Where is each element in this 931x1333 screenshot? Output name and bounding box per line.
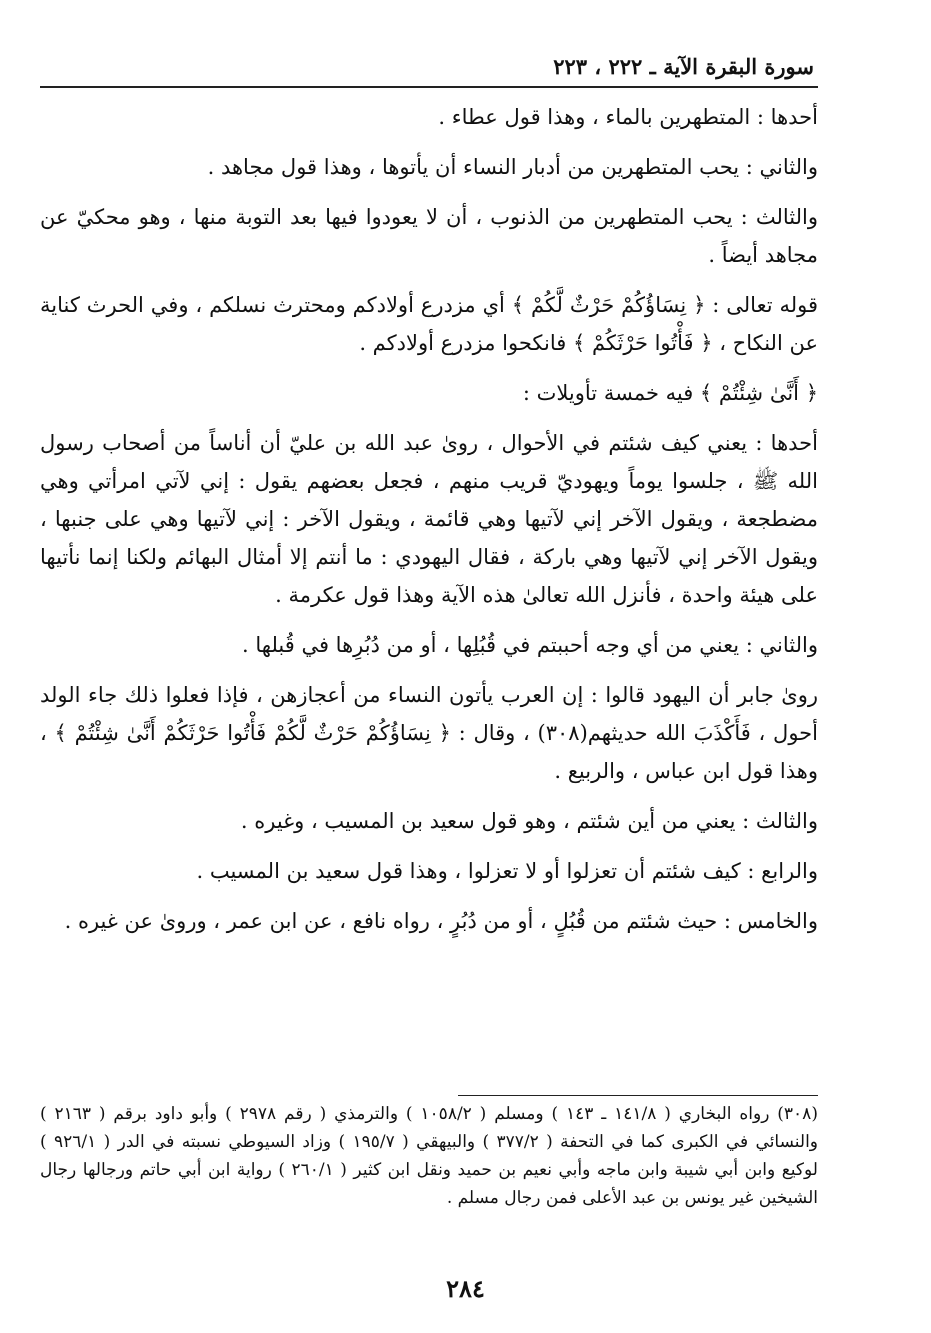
main-text [40,88,818,940]
paragraph: أحدها : يعني كيف شئتم في الأحوال ، روىٰ عبد الله بن عليّ أن أناساً من أصحاب رسول الله ﷺ ، جلسوا يوماً ويهوديّ قريب منهم ، فجعل بعضهم يقول : إني لآتي امرأتي وهي مضطجعة ، ويقول الآخر إني لآتيها وهي قائمة ، ويقول الآخر : إني لآتيها وهي على جنبها ، ويقول الآخر إني لآتيها وهي باركة ، فقال اليهودي : ما أنتم إلا أمثال البهائم ولكنا إنما نأتيها على هيئة واحدة ، فأنزل الله تعالىٰ هذه الآية وهذا قول عكرمة . [40,431,818,607]
paragraph: قوله تعالى : ﴿ نِسَاؤُكُمْ حَرْثٌ لَّكُمْ ﴾ أي مزدرع أولادكم ومحترث نسلكم ، وفي الحرث كناية عن النكاح ، ﴿ فَأْتُوا حَرْثَكُمْ ﴾ فانكحوا مزدرع أولادكم . [40,293,818,355]
paragraph: ﴿ أَنَّىٰ شِئْتُمْ ﴾ فيه خمسة تأويلات : [522,381,818,405]
paragraph: والثاني : يحب المتطهرين من أدبار النساء أن يأتوها ، وهذا قول مجاهد . [207,155,818,179]
running-head: سورة البقرة الآية ـ ٢٢٢ ، ٢٢٣ [40,52,818,88]
page-content [40,52,818,952]
footnote: (٣٠٨) رواه البخاري ( ١٤١/٨ ـ ١٤٣ ) ومسلم ( ١٠٥٨/٢ ) والترمذي ( رقم ٢٩٧٨ ) وأبو داود برقم ( ٢١٦٣ ) والنسائي في الكبرى كما في التحفة ( ٣٧٧/٢ ) والبيهقي ( ١٩٥/٧ ) وزاد السيوطي نسبته في الدر ( ٩٢٦/١ ) لوكيع وابن أبي شيبة وابن ماجه وأبي نعيم بن حميد ونقل ابن كثير ( ٢٦٠/١ ) رواية ابن أبي حاتم ورجالها رجال الشيخين غير يونس بن عبد الأعلى فمن رجال مسلم . [40,1104,819,1208]
page-number: ٢٨٤ [446,1274,485,1303]
paragraph: والثالث : يعني من أين شئتم ، وهو قول سعيد بن المسيب ، وغيره . [240,809,818,833]
paragraph: والثالث : يحب المتطهرين من الذنوب ، أن لا يعودوا فيها بعد التوبة منها ، وهو محكيّ عن مجاهد أيضاً . [40,205,818,267]
footnote-divider [458,1095,818,1096]
footnotes [40,1095,818,1212]
paragraph: والثاني : يعني من أي وجه أحببتم في قُبُلِها ، أو من دُبُرِها في قُبلها . [242,633,818,657]
paragraph: روىٰ جابر أن اليهود قالوا : إن العرب يأتون النساء من أعجازهن ، فإذا فعلوا ذلك جاء الولد أحول ، فَأَكْذَبَ الله حديثهم(٣٠٨) ، وقال : ﴿ نِسَاؤُكُمْ حَرْثٌ لَّكُمْ فَأْتُوا حَرْثَكُمْ أَنَّىٰ شِئْتُمْ ﴾ ، وهذا قول ابن عباس ، والربيع . [40,683,818,783]
paragraph: والخامس : حيث شئتم من قُبُلٍ ، أو من دُبُرٍ ، رواه نافع ، عن ابن عمر ، وروىٰ عن غيره . [64,909,818,933]
paragraph: أحدها : المتطهرين بالماء ، وهذا قول عطاء . [438,105,818,129]
paragraph: والرابع : كيف شئتم أن تعزلوا أو لا تعزلوا ، وهذا قول سعيد بن المسيب . [196,859,818,883]
